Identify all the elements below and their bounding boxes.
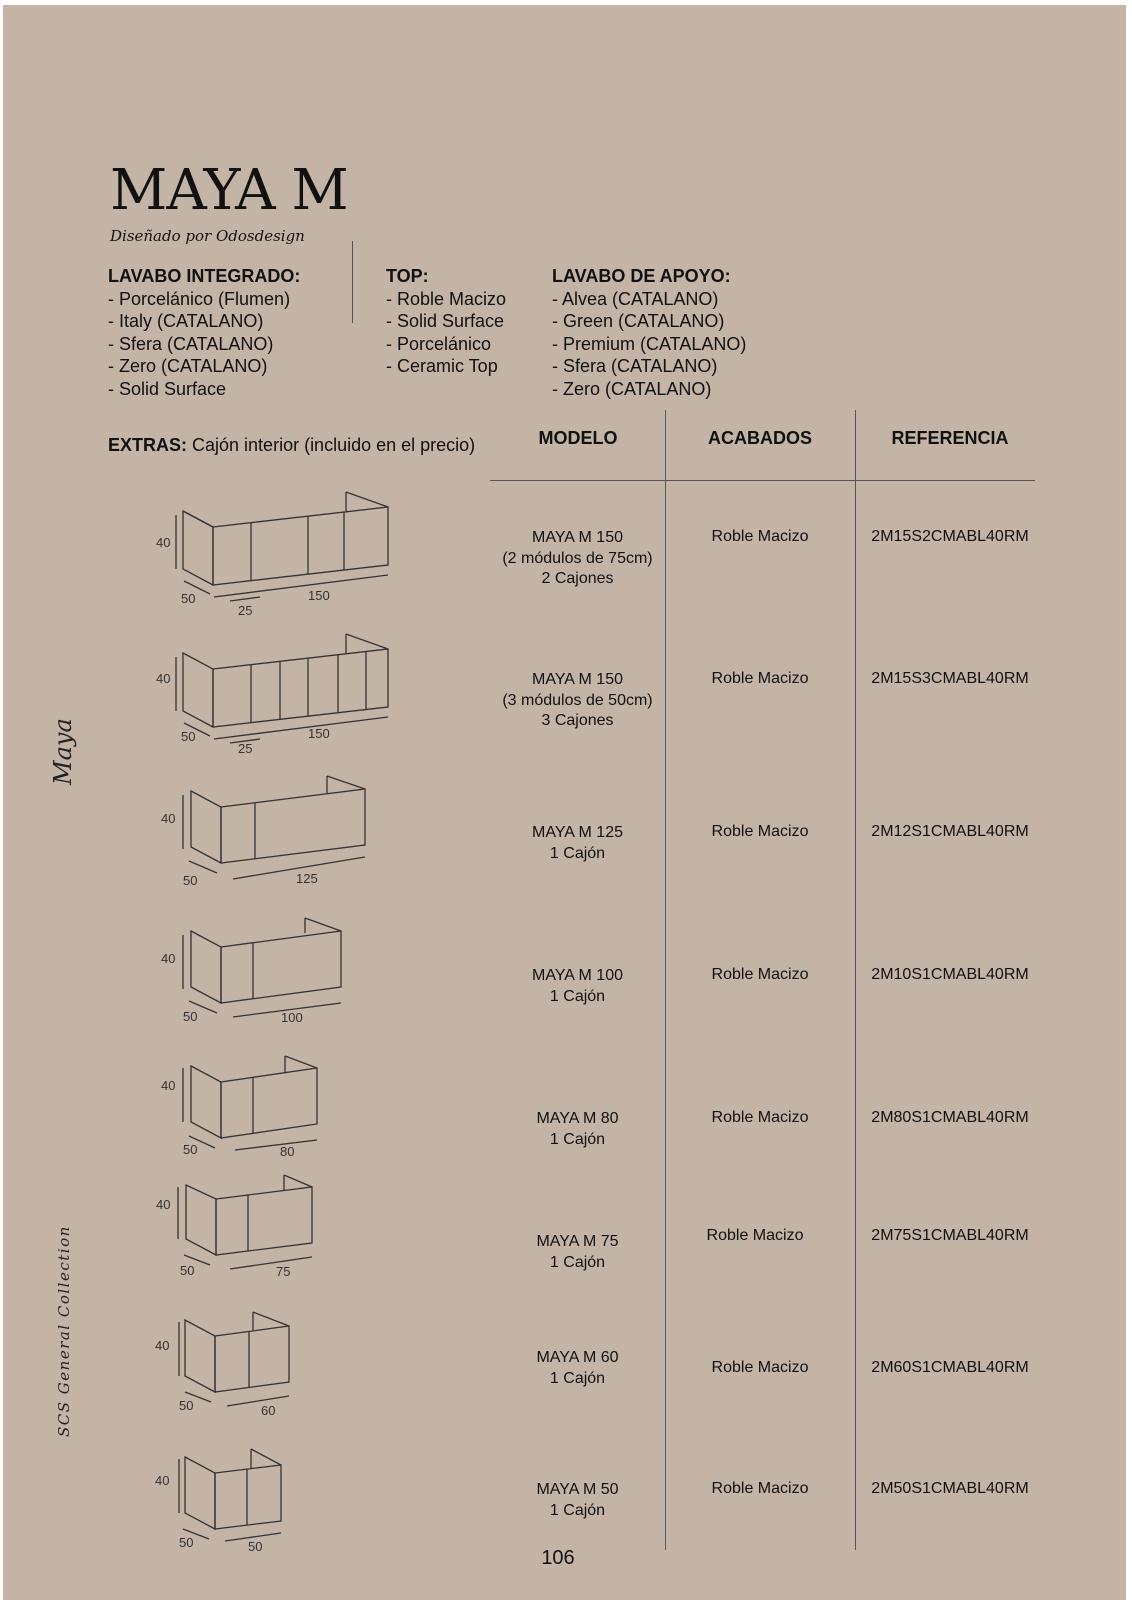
lavabo-integrado-list [108, 265, 300, 400]
side-collection-label [45, 675, 85, 795]
catalog-page [3, 5, 1126, 1600]
list-item: - Zero (CATALANO) [108, 356, 268, 376]
section-divider [352, 241, 353, 323]
model-name: MAYA M 60 [536, 1349, 619, 1366]
model-name: MAYA M 100 [532, 967, 623, 984]
finish-cell: Roble Macizo [706, 1227, 804, 1244]
list-item: - Premium (CATALANO) [552, 333, 747, 354]
finish-cell: Roble Macizo [711, 823, 809, 840]
reference-cell: 2M80S1CMABL40RM [871, 1109, 1029, 1126]
dim-width: 150 [308, 726, 330, 741]
cabinet-diagram [153, 773, 383, 903]
dim-width: 75 [276, 1264, 291, 1279]
list-item: - Green (CATALANO) [552, 311, 725, 331]
reference-cell: 2M12S1CMABL40RM [871, 823, 1029, 840]
model-name: MAYA M 150 [532, 671, 623, 688]
dim-width: 50 [248, 1539, 263, 1554]
model-drawers: 1 Cajón [549, 1130, 606, 1148]
side-series-text: SCS General Collection [55, 1225, 73, 1437]
list-item: - Sfera (CATALANO) [552, 356, 718, 376]
model-name: MAYA M 80 [536, 1110, 619, 1127]
dim-width: 150 [308, 588, 330, 603]
top-list [386, 265, 506, 378]
cabinet-diagram [153, 1445, 313, 1565]
dim-depth: 50 [183, 1142, 198, 1157]
top-heading: TOP: [386, 266, 429, 286]
model-cell [490, 1348, 665, 1389]
model-cell [490, 966, 665, 1007]
model-drawers: 1 Cajón [549, 1253, 606, 1271]
dim-depth: 50 [183, 1009, 198, 1024]
model-drawers: 1 Cajón [549, 1501, 606, 1519]
finish-cell: Roble Macizo [711, 966, 809, 983]
table-header-divider [490, 480, 1035, 481]
dim-width: 60 [261, 1403, 276, 1418]
finish-cell: Roble Macizo [711, 1109, 809, 1126]
list-item: - Porcelánico (Flumen) [108, 288, 291, 309]
reference-cell: 2M15S2CMABL40RM [871, 528, 1029, 545]
finish-cell: Roble Macizo [711, 670, 809, 687]
dim-height: 40 [155, 1338, 170, 1353]
designer-credit: Diseñado por Odosdesign [110, 227, 305, 245]
dim-depth: 50 [183, 873, 198, 888]
side-series-label [43, 1205, 83, 1445]
list-item: - Italy (CATALANO) [108, 311, 264, 331]
cabinet-diagram [148, 1173, 338, 1293]
column-header-acabados: ACABADOS [707, 428, 812, 448]
model-drawers: 1 Cajón [549, 987, 606, 1005]
dim-depth: 50 [179, 1398, 194, 1413]
model-detail: (2 módulos de 75cm) [502, 549, 653, 567]
dim-height: 40 [156, 671, 171, 686]
dim-height: 40 [156, 535, 171, 550]
model-cell [490, 1109, 665, 1150]
cabinet-diagram [153, 915, 363, 1040]
dim-depth: 50 [179, 1535, 194, 1550]
dim-depth: 50 [180, 1263, 195, 1278]
list-item: - Ceramic Top [386, 356, 498, 376]
dim-height: 40 [161, 951, 176, 966]
cabinet-diagram [148, 489, 408, 629]
dim-depth: 50 [181, 591, 196, 606]
model-cell [490, 528, 665, 590]
dim-depth: 50 [181, 729, 196, 744]
finish-cell: Roble Macizo [711, 1359, 809, 1376]
model-cell [490, 1232, 665, 1273]
model-drawers: 1 Cajón [549, 1369, 606, 1387]
dim-width: 125 [296, 871, 318, 886]
list-item: - Alvea (CATALANO) [552, 288, 719, 309]
dim-height: 40 [156, 1197, 171, 1212]
model-drawers: 1 Cajón [549, 844, 606, 862]
reference-cell: 2M75S1CMABL40RM [871, 1227, 1029, 1244]
dim-height: 40 [161, 1078, 176, 1093]
cabinet-drawing [153, 1310, 323, 1430]
model-name: MAYA M 50 [536, 1481, 619, 1498]
extras-text: Cajón interior (incluido en el precio) [187, 435, 476, 455]
list-item: - Roble Macizo [386, 288, 507, 309]
finish-cell: Roble Macizo [711, 528, 809, 545]
reference-cell: 2M50S1CMABL40RM [871, 1480, 1029, 1497]
page-title: MAYA M [110, 158, 348, 223]
cabinet-drawing [148, 631, 408, 771]
cabinet-drawing [148, 489, 408, 629]
finish-cell: Roble Macizo [711, 1480, 809, 1497]
side-collection-text: Maya [49, 718, 77, 785]
cabinet-diagram [148, 631, 408, 771]
reference-cell: 2M10S1CMABL40RM [871, 966, 1029, 983]
lavabo-integrado-heading: LAVABO INTEGRADO: [108, 266, 301, 286]
dim-width: 100 [281, 1010, 303, 1025]
cabinet-drawing [153, 915, 363, 1040]
lavabo-apoyo-list [552, 265, 746, 400]
model-cell [490, 1480, 665, 1521]
list-item: - Solid Surface [108, 378, 227, 399]
dim-module: 25 [238, 603, 253, 618]
reference-cell: 2M60S1CMABL40RM [871, 1359, 1029, 1376]
cabinet-drawing [153, 1054, 343, 1174]
cabinet-diagram [153, 1310, 323, 1430]
model-name: MAYA M 150 [532, 529, 623, 546]
model-drawers: 2 Cajones [541, 570, 614, 587]
model-name: MAYA M 125 [532, 824, 623, 841]
list-item: - Porcelánico [386, 333, 492, 354]
list-item: - Solid Surface [386, 311, 505, 331]
list-item: - Zero (CATALANO) [552, 378, 712, 399]
extras-note [108, 435, 475, 456]
model-name: MAYA M 75 [536, 1233, 619, 1250]
dim-module: 25 [238, 741, 253, 756]
cabinet-drawing [153, 773, 383, 903]
dim-width: 80 [280, 1144, 295, 1159]
cabinet-drawing [148, 1173, 338, 1293]
extras-label: EXTRAS: [108, 435, 188, 455]
model-detail: (3 módulos de 50cm) [502, 691, 653, 709]
column-header-modelo: MODELO [538, 428, 618, 448]
reference-cell: 2M15S3CMABL40RM [871, 670, 1029, 687]
column-header-referencia: REFERENCIA [891, 428, 1009, 448]
cabinet-drawing [153, 1445, 313, 1565]
model-cell [490, 670, 665, 732]
model-cell [490, 823, 665, 864]
dim-height: 40 [155, 1473, 170, 1488]
lavabo-apoyo-heading: LAVABO DE APOYO: [552, 266, 731, 286]
dim-height: 40 [161, 811, 176, 826]
model-drawers: 3 Cajones [541, 712, 614, 729]
page-number: 106 [541, 1547, 575, 1569]
list-item: - Sfera (CATALANO) [108, 333, 274, 354]
cabinet-diagram [153, 1054, 343, 1174]
